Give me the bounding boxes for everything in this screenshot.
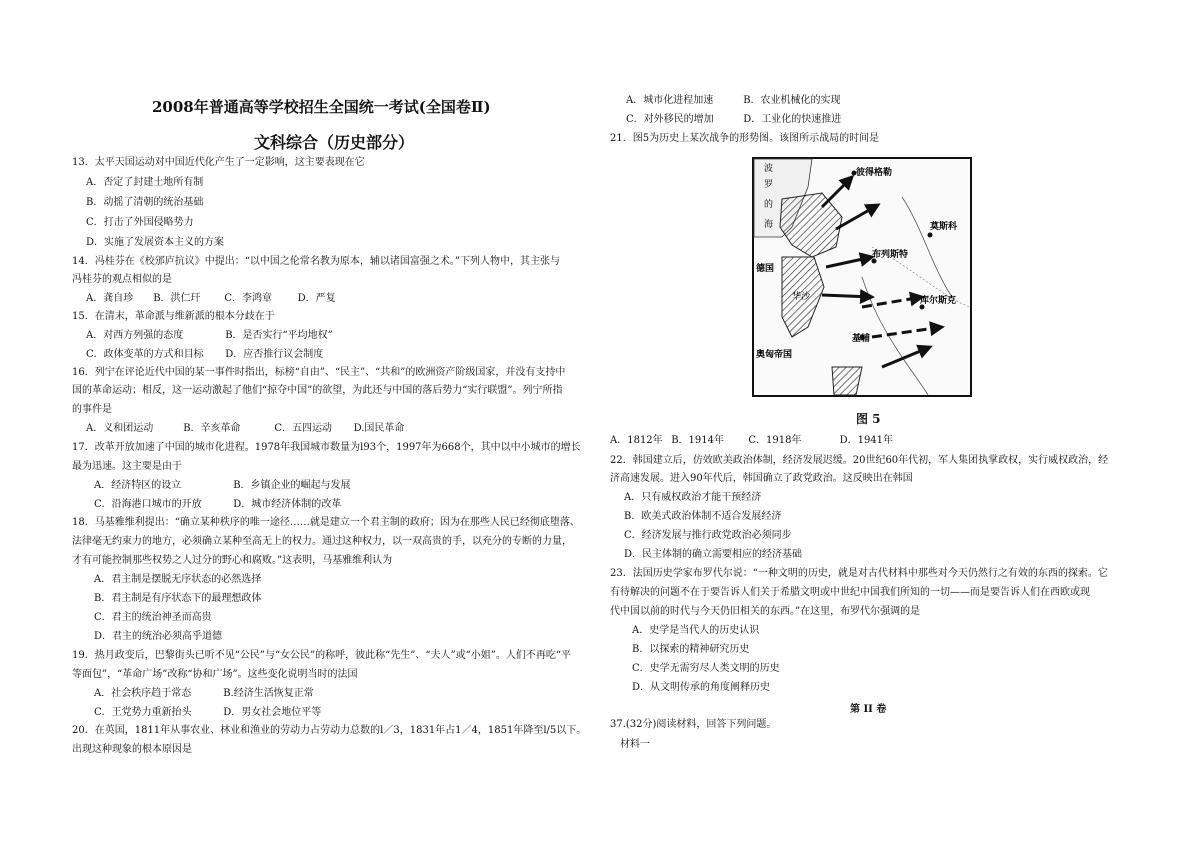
q14-options	[72, 292, 336, 306]
q23-option-c: C．史学无需穷尽人类文明的历史	[632, 663, 780, 674]
map-label-baltic-4: 海	[764, 220, 774, 230]
q17-stem-1: 17．改革开放加速了中国的城市化进程。1978年我国城市数量为l93个，1997年为668个，其中以中小城市的增长	[72, 442, 581, 453]
q17-options-row2	[72, 498, 341, 512]
q21-stem: 21．图5为历史上某次战争的形势图。该图所示战局的时间是	[610, 133, 880, 144]
material-heading: 材料一	[620, 739, 650, 750]
q20-option-a: A．城市化进程加速	[626, 95, 714, 106]
q19-option-b: B.经济生活恢复正常	[223, 688, 314, 699]
q22-option-d: D．民主体制的确立需要相应的经济基础	[624, 549, 803, 560]
map-label-petrograd: 彼得格勒	[856, 168, 893, 178]
map-label-austria: 奥匈帝国	[756, 350, 793, 360]
q17-options-row1	[72, 479, 351, 493]
map-label-kiev: 基辅	[852, 334, 871, 344]
q23-option-b: B．以探索的精神研究历史	[632, 644, 750, 655]
q13-option-b: B．动摇了清朝的统治基础	[86, 197, 204, 208]
map-label-baltic-2: 罗	[764, 180, 774, 190]
map-label-kursk: 库尔斯克	[920, 296, 957, 306]
q19-stem-2: 等面包”，“革命广场”改称“协和广场”。这些变化说明当时的法国	[72, 669, 358, 680]
q16-stem-3: 的事件是	[72, 404, 112, 415]
q17-option-d: D．城市经济体制的改革	[233, 499, 342, 510]
q21-option-d: D．1941年	[839, 435, 894, 446]
q23-stem-1: 23．法国历史学家布罗代尔说：“一种文明的历史，就是对古代材料中那些对今天仍然行之有效的东西的探索。它	[610, 568, 1108, 579]
q20-option-d: D．工业化的快速推进	[743, 114, 842, 125]
q17-option-a: A．经济特区的设立	[94, 480, 182, 491]
map-label-brest: 布列斯特	[872, 250, 909, 260]
q15-stem: 15．在清末，革命派与维新派的根本分歧在于	[72, 311, 275, 322]
q23-option-d: D．从文明传承的角度阐释历史	[632, 682, 771, 693]
q14-option-d: D．严复	[297, 293, 336, 304]
map-label-germany: 德国	[756, 264, 775, 274]
q22-option-b: B．欧美式政治体制不适合发展经济	[624, 511, 782, 522]
q19-options-row1	[72, 687, 314, 701]
q15-options-row1	[72, 329, 333, 343]
q20-option-c: C．对外移民的增加	[626, 114, 714, 125]
q23-stem-3: 代中国以前的时代与今天仍旧相关的东西。”在这里，布罗代尔强调的是	[610, 606, 921, 617]
map-label-baltic-1: 波	[764, 164, 774, 174]
exam-subtitle: 文科综合（历史部分）	[254, 133, 415, 152]
q19-option-d: D．男女社会地位平等	[223, 707, 322, 718]
q18-option-c: C．君主的统治神圣而高贵	[94, 612, 212, 623]
map-label-baltic-3: 的	[764, 200, 774, 210]
q16-option-b: B．辛亥革命	[183, 423, 241, 434]
q14-option-c: C．李鸿章	[224, 293, 273, 304]
q21-options	[610, 434, 893, 448]
q18-option-b: B．君主制是有序状态下的最理想政体	[94, 593, 262, 604]
q17-option-c: C．沿海港口城市的开放	[94, 499, 202, 510]
q20-option-b: B．农业机械化的实现	[743, 95, 841, 106]
city-dot-moscow	[928, 233, 933, 238]
q17-option-b: B．乡镇企业的崛起与发展	[233, 480, 351, 491]
q18-stem-1: 18．马基雅维利提出：“确立某种秩序的唯一途径……就是建立一个君主制的政府；因为在那些人民已经彻底堕落、	[72, 517, 580, 528]
q20-stem-1: 20．在英国，1811年从事农业、林业和渔业的劳动力占劳动力总数的l／3，1831年占1／4，1851年降至l/5以下。	[72, 725, 587, 736]
q16-option-a: A．义和团运动	[86, 423, 154, 434]
q14-stem-2: 冯桂芬的观点相似的是	[72, 274, 172, 285]
q19-option-a: A．社会秩序趋于常态	[94, 688, 192, 699]
q23-option-a: A．史学是当代人的历史认识	[632, 625, 760, 636]
q18-stem-2: 法律毫无约束力的地方，必须确立某种至高无上的权力。通过这种权力，以一双高贵的手，以充分的专断的力量，	[72, 536, 572, 547]
q20-stem-2: 出现这种现象的根本原因是	[72, 744, 192, 755]
q37-stem: 37.(32分)阅读材料，回答下列问题。	[610, 719, 777, 730]
q13-option-a: A．否定了封建土地所有制	[86, 177, 204, 188]
q15-options-row2	[72, 348, 323, 362]
q15-option-d: D．应否推行议会制度	[225, 349, 324, 360]
q18-stem-3: 才有可能控制那些权势之人过分的野心和腐败。”这表明，马基雅维利认为	[72, 555, 393, 566]
q18-option-a: A．君主制是摆脱无序状态的必然选择	[94, 574, 262, 585]
q15-option-b: B．是否实行“平均地权”	[225, 330, 333, 341]
q22-stem-2: 济高速发展。进入90年代后，韩国确立了政党政治。这反映出在韩国	[610, 473, 913, 484]
q18-option-d: D．君主的统治必须高乎道德	[94, 631, 223, 642]
map-label-moscow: 莫斯科	[930, 222, 958, 232]
q21-option-a: A．1812年	[610, 435, 663, 446]
q14-option-b: B．洪仁玕	[153, 293, 201, 304]
q15-option-c: C．政体变革的方式和目标	[86, 349, 204, 360]
q16-option-c: C．五四运动	[274, 423, 333, 434]
q23-stem-2: 有待解决的问题不在于要告诉人们关于希腊文明或中世纪中国我们所知的一切——而是要告诉人们在西欧或现	[610, 587, 1090, 598]
q19-stem-1: 19．热月政变后，巴黎街头已听不见“公民”与“女公民”的称呼，彼此称“先生”、“夫人”或“小姐”。人们不再吃“平	[72, 650, 571, 661]
q16-stem-2: 国的革命运动；相反，这一运动激起了他们“掠夺中国”的欲望，为此还与中国的落后势力“实行联盟”。列宁所指	[72, 385, 563, 396]
exam-title: 2008年普通高等学校招生全国统一考试(全国卷Ⅱ)	[152, 98, 491, 116]
war-situation-map	[752, 157, 972, 397]
advance-arrow-4	[822, 295, 872, 297]
q14-stem-1: 14．冯桂芬在《校邠庐抗议》中提出：“以中国之伦常名教为原本，辅以诸国富强之术。”下列人物中，其主张与	[72, 256, 560, 267]
q16-option-d: D.国民革命	[353, 423, 405, 434]
q13-stem: 13．太平天国运动对中国近代化产生了一定影响，这主要表现在它	[72, 157, 365, 168]
q22-option-c: C．经济发展与推行政党政治必须同步	[624, 530, 792, 541]
q20-options-row2	[604, 113, 841, 127]
q21-option-b: B．1914年	[671, 435, 724, 446]
q22-stem-1: 22．韩国建立后，仿效欧美政治体制，经济发展迟缓。20世纪60年代初，军人集团执掌政权，实行威权政治，经	[610, 455, 1109, 466]
q19-options-row2	[72, 706, 321, 720]
q13-option-c: C．打击了外国侵略势力	[86, 217, 194, 228]
section-title: 第 II 卷	[850, 704, 887, 715]
q19-option-c: C．王党势力重新抬头	[94, 707, 192, 718]
q13-option-d: D．实施了发展资本主义的方案	[86, 237, 225, 248]
q17-stem-2: 最为迅速。这主要是由于	[72, 461, 182, 472]
q21-option-c: C．1918年	[748, 435, 802, 446]
q22-option-a: A．只有威权政治才能干预经济	[624, 492, 762, 503]
q20-options-row1	[604, 94, 841, 108]
q15-option-a: A．对西方列强的态度	[86, 330, 184, 341]
figure-caption: 图 5	[856, 412, 881, 426]
q16-options	[72, 422, 404, 436]
q14-option-a: A．龚自珍	[86, 293, 134, 304]
map-label-warsaw: 华沙	[792, 292, 811, 302]
q16-stem-1: 16．列宁在评论近代中国的某一事件时指出，标榜“自由”、“民主”、“共和”的欧洲资产阶级国家，并没有支持中	[72, 367, 566, 378]
